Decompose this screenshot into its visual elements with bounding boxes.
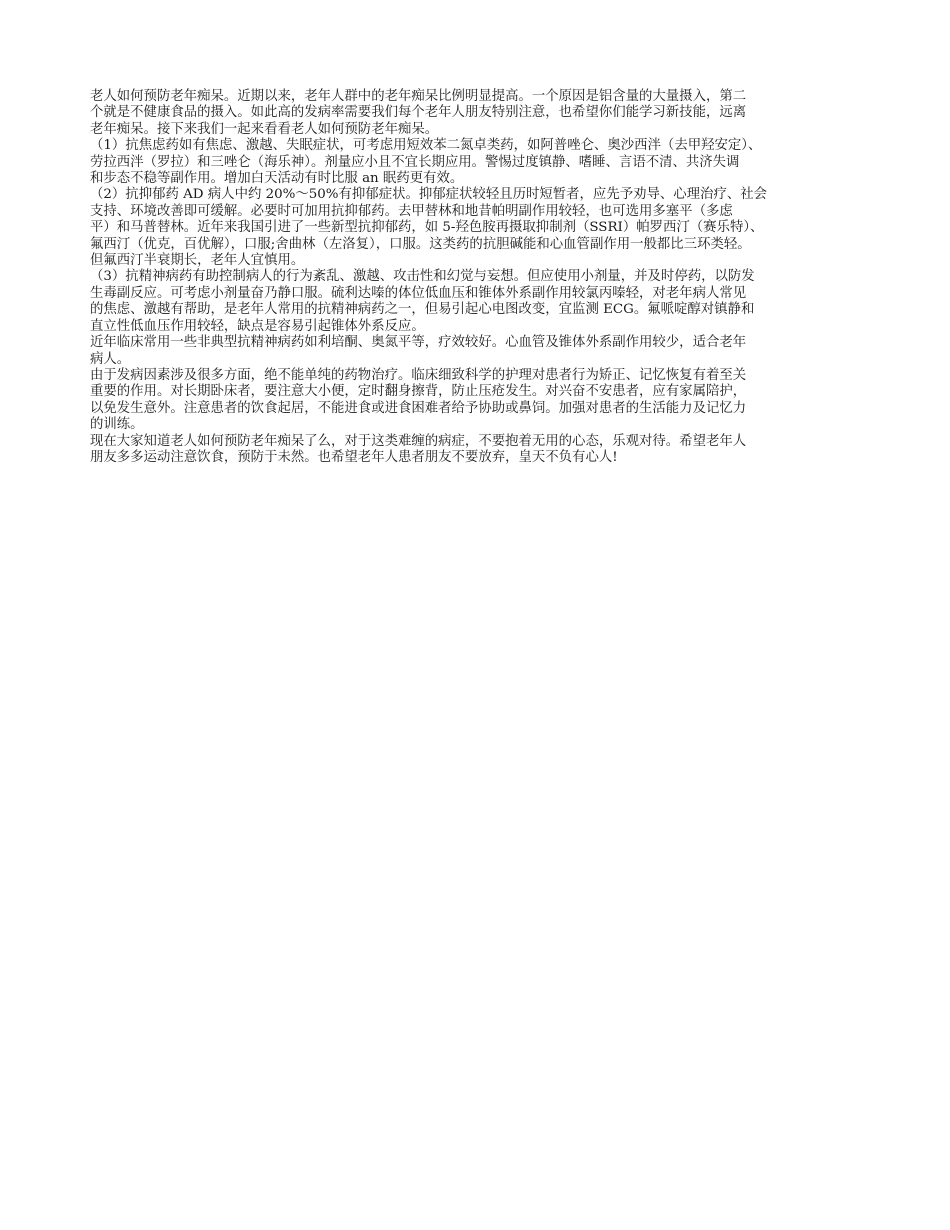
text-line: 以免发生意外。注意患者的饮食起居，不能进食或进食困难者给予协助或鼻饲。加强对患者的生活能力及记忆力 <box>90 400 747 416</box>
text-line: 病人。 <box>90 351 131 367</box>
text-line: 和步态不稳等副作用。增加白天活动有时比服 an 眠药更有效。 <box>90 171 464 187</box>
paragraph-antipsychotics <box>90 269 880 335</box>
paragraph-intro <box>90 89 880 138</box>
text-line: 近年临床常用一些非典型抗精神病药如利培酮、奥氮平等，疗效较好。心血管及锥体外系副作用较少，适合老年 <box>90 335 747 351</box>
text-line: 直立性低血压作用较轻，缺点是容易引起锥体外系反应。 <box>90 318 425 334</box>
text-line: 重要的作用。对长期卧床者，要注意大小便，定时翻身擦背，防止压疮发生。对兴奋不安患者，应有家属陪护， <box>90 384 747 400</box>
text-line: （2）抗抑郁药 AD 病人中约 20%～50%有抑郁症状。抑郁症状较轻且历时短暂者，应先予劝导、心理治疗、社会 <box>90 187 768 203</box>
text-line: 现在大家知道老人如何预防老年痴呆了么，对于这类难缠的病症，不要抱着无用的心态，乐观对待。希望老年人 <box>90 433 747 449</box>
text-line: 的焦虑、激越有帮助，是老年人常用的抗精神病药之一，但易引起心电图改变，宜监测 ECG。氟哌啶醇对镇静和 <box>90 302 755 318</box>
text-line: 个就是不健康食品的摄入。如此高的发病率需要我们每个老年人朋友特别注意，也希望你们能学习新技能，远离 <box>90 105 747 121</box>
text-line: 劳拉西泮（罗拉）和三唑仑（海乐神）。剂量应小且不宜长期应用。警惕过度镇静、嗜睡、言语不清、共济失调 <box>90 154 740 170</box>
text-line: 的训练。 <box>90 417 144 433</box>
text-line: 老人如何预防老年痴呆。近期以来，老年人群中的老年痴呆比例明显提高。一个原因是铝含量的大量摄入，第二 <box>90 89 747 104</box>
document-body <box>90 89 880 466</box>
text-line: 支持、环境改善即可缓解。必要时可加用抗抑郁药。去甲替林和地昔帕明副作用较轻，也可选用多塞平（多虑 <box>90 203 733 219</box>
text-line: 但氟西汀半衰期长，老年人宜慎用。 <box>90 253 305 269</box>
paragraph-anxiolytics <box>90 138 880 187</box>
paragraph-antidepressants <box>90 187 880 269</box>
text-line: 朋友多多运动注意饮食，预防于未然。也希望老年人患者朋友不要放弃，皇天不负有心人! <box>90 449 618 465</box>
text-line: 平）和马普替林。近年来我国引进了一些新型抗抑郁药，如 5-羟色胺再摄取抑制剂（SSRI）帕罗西汀（赛乐特）、 <box>90 220 764 236</box>
paragraph-atypical-antipsychotics <box>90 335 880 368</box>
paragraph-conclusion <box>90 434 880 467</box>
paragraph-nursing-care <box>90 368 880 434</box>
text-line: 老年痴呆。接下来我们一起来看看老人如何预防老年痴呆。 <box>90 121 439 137</box>
text-line: （3）抗精神病药有助控制病人的行为紊乱、激越、攻击性和幻觉与妄想。但应使用小剂量，并及时停药，以防发 <box>90 269 755 285</box>
text-line: 生毒副反应。可考虑小剂量奋乃静口服。硫利达嗪的体位低血压和锥体外系副作用较氯丙嗪轻，对老年病人常见 <box>90 285 747 301</box>
text-line: 由于发病因素涉及很多方面，绝不能单纯的药物治疗。临床细致科学的护理对患者行为矫正、记忆恢复有着至关 <box>90 367 747 383</box>
text-line: （1）抗焦虑药如有焦虑、激越、失眠症状，可考虑用短效苯二氮卓类药，如阿普唑仑、奥沙西泮（去甲羟安定）、 <box>90 138 762 154</box>
text-line: 氟西汀（优克，百优解），口服;舍曲林（左洛复），口服。这类药的抗胆碱能和心血管副作用一般都比三环类轻。 <box>90 236 751 252</box>
